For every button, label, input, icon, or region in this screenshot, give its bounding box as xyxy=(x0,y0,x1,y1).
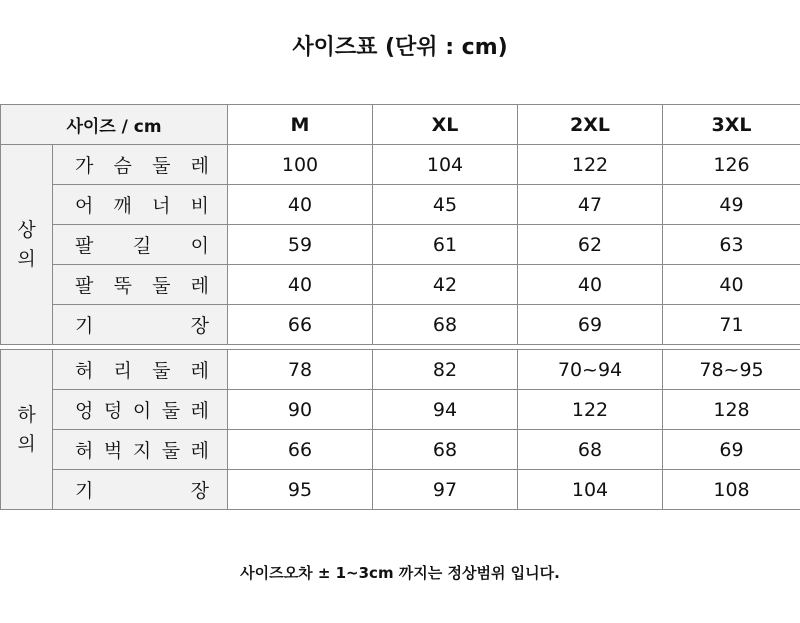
measurement-value: 40 xyxy=(663,265,800,305)
measurement-value: 40 xyxy=(228,185,373,225)
measurement-value: 95 xyxy=(228,470,373,510)
group-label-text: 상 의 xyxy=(17,218,36,270)
measurement-value: 122 xyxy=(518,145,663,185)
measurement-value: 66 xyxy=(228,305,373,345)
table-row xyxy=(1,225,800,265)
measurement-label: 팔 길 이 xyxy=(53,225,228,265)
measurement-value: 70~94 xyxy=(518,350,663,390)
measurement-value: 104 xyxy=(518,470,663,510)
table-row xyxy=(1,470,800,510)
measurement-label: 기 장 xyxy=(53,305,228,345)
size-header-2xl: 2XL xyxy=(518,105,663,145)
corner-header: 사이즈 / cm xyxy=(1,105,228,145)
measurement-value: 94 xyxy=(373,390,518,430)
measurement-label: 가 슴 둘 레 xyxy=(53,145,228,185)
measurement-value: 122 xyxy=(518,390,663,430)
group-label xyxy=(1,350,53,510)
measurement-label: 엉 덩 이 둘 레 xyxy=(53,390,228,430)
measurement-label: 기 장 xyxy=(53,470,228,510)
measurement-value: 108 xyxy=(663,470,800,510)
measurement-value: 49 xyxy=(663,185,800,225)
table-row xyxy=(1,145,800,185)
measurement-value: 68 xyxy=(373,305,518,345)
size-header-xl: XL xyxy=(373,105,518,145)
table-row xyxy=(1,185,800,225)
table-row xyxy=(1,305,800,345)
measurement-value: 40 xyxy=(228,265,373,305)
table-row xyxy=(1,430,800,470)
measurement-value: 82 xyxy=(373,350,518,390)
size-table xyxy=(0,104,800,510)
measurement-value: 104 xyxy=(373,145,518,185)
measurement-value: 90 xyxy=(228,390,373,430)
group-label-text: 하 의 xyxy=(17,403,36,455)
measurement-value: 68 xyxy=(518,430,663,470)
measurement-value: 59 xyxy=(228,225,373,265)
group-label xyxy=(1,145,53,345)
measurement-value: 62 xyxy=(518,225,663,265)
measurement-value: 63 xyxy=(663,225,800,265)
measurement-value: 40 xyxy=(518,265,663,305)
header-row xyxy=(1,105,800,145)
measurement-label: 어 깨 너 비 xyxy=(53,185,228,225)
measurement-value: 47 xyxy=(518,185,663,225)
measurement-value: 69 xyxy=(663,430,800,470)
measurement-label: 팔 뚝 둘 레 xyxy=(53,265,228,305)
measurement-label: 허 리 둘 레 xyxy=(53,350,228,390)
table-row xyxy=(1,350,800,390)
measurement-value: 66 xyxy=(228,430,373,470)
measurement-value: 69 xyxy=(518,305,663,345)
measurement-value: 68 xyxy=(373,430,518,470)
page-title: 사이즈표 (단위 : cm) xyxy=(292,35,508,60)
size-header-3xl: 3XL xyxy=(663,105,800,145)
measurement-value: 45 xyxy=(373,185,518,225)
table-row xyxy=(1,390,800,430)
measurement-value: 126 xyxy=(663,145,800,185)
measurement-value: 61 xyxy=(373,225,518,265)
table-row xyxy=(1,265,800,305)
measurement-value: 128 xyxy=(663,390,800,430)
size-header-m: M xyxy=(228,105,373,145)
measurement-value: 78 xyxy=(228,350,373,390)
measurement-value: 42 xyxy=(373,265,518,305)
measurement-value: 71 xyxy=(663,305,800,345)
measurement-label: 허 벅 지 둘 레 xyxy=(53,430,228,470)
measurement-value: 78~95 xyxy=(663,350,800,390)
size-tolerance-note: 사이즈오차 ± 1~3cm 까지는 정상범위 입니다. xyxy=(240,564,560,582)
measurement-value: 100 xyxy=(228,145,373,185)
measurement-value: 97 xyxy=(373,470,518,510)
